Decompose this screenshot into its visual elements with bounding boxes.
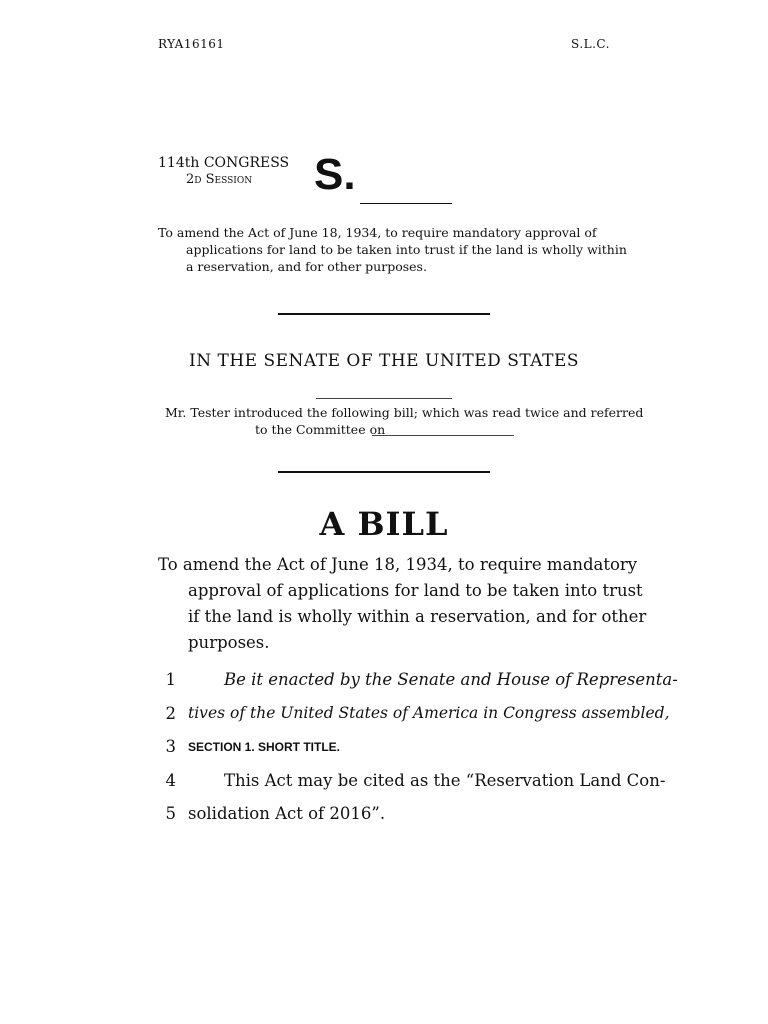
introduction-line-2: to the Committee on: [255, 422, 386, 437]
bill-number-prefix: S.: [314, 150, 356, 199]
line-number: 5: [165, 804, 176, 823]
purpose-line-1: To amend the Act of June 18, 1934, to require mandatory: [158, 555, 638, 574]
congress-label: 114th CONGRESS: [158, 155, 290, 171]
document-code: RYA16161: [158, 37, 225, 51]
divider-rule-2: [278, 471, 490, 473]
line-number: 2: [165, 704, 176, 723]
line-number: 3: [165, 737, 176, 756]
senate-heading: IN THE SENATE OF THE UNITED STATES: [188, 351, 579, 371]
caption-line-1: To amend the Act of June 18, 1934, to require mandatory approval of: [158, 225, 597, 240]
bill-number-blank: [360, 203, 452, 204]
enacting-clause-line-1: Be it enacted by the Senate and House of Representa-: [224, 670, 678, 689]
purpose-line-2: approval of applications for land to be taken into trust: [188, 581, 643, 600]
caption-line-2: applications for land to be taken into trust if the land is wholly within: [186, 242, 627, 257]
short-title-line-2: solidation Act of 2016”.: [188, 804, 386, 823]
committee-blank: [372, 435, 514, 436]
divider-rule-1: [278, 313, 490, 315]
caption-line-3: a reservation, and for other purposes.: [186, 259, 427, 274]
bill-title: A BILL: [319, 505, 449, 543]
senate-underline: [316, 398, 452, 399]
document-classification: S.L.C.: [571, 37, 610, 51]
line-number: 4: [165, 771, 176, 790]
section-heading: SECTION 1. SHORT TITLE.: [188, 740, 341, 754]
session-label: 2d Session: [186, 172, 253, 187]
line-number: 1: [165, 670, 176, 689]
purpose-line-3: if the land is wholly within a reservation, and for other: [188, 607, 647, 626]
enacting-clause-line-2: tives of the United States of America in Congress assembled,: [188, 704, 670, 722]
purpose-line-4: purposes.: [188, 633, 270, 652]
introduction-line-1: Mr. Tester introduced the following bill; which was read twice and referred: [165, 405, 644, 420]
short-title-line-1: This Act may be cited as the “Reservation Land Con-: [224, 771, 666, 790]
